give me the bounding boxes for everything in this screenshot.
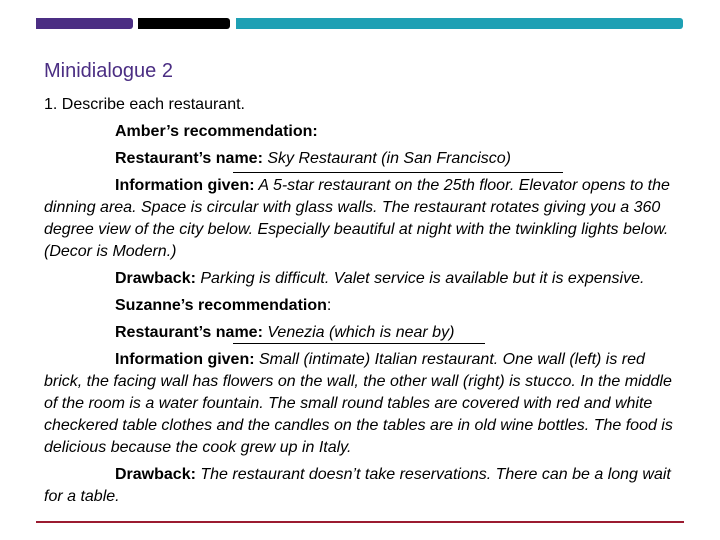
- suzanne-info-line: [44, 349, 674, 459]
- suzanne-drawback-label: Drawback:: [115, 466, 196, 483]
- suzanne-drawback-line: [44, 464, 674, 508]
- header-bar-black: [138, 18, 230, 29]
- slide-title: Minidialogue 2: [44, 60, 173, 82]
- amber-name-underline: [233, 172, 563, 173]
- amber-info-label: Information given:: [115, 177, 255, 194]
- suzanne-info-label: Information given:: [115, 351, 255, 368]
- suzanne-name-line: [44, 322, 674, 344]
- header-bar-purple: [36, 18, 133, 29]
- suzanne-name-value: Venezia (which is near by): [262, 324, 455, 341]
- amber-info-line: [44, 175, 674, 263]
- amber-info-value: A 5-star restaurant on the 25th floor. Elevator opens to the dinning area. Space is circular with glass walls. The restaurant rotates giving you a 360 degree view of the city below. Especially beautiful at night with the twinkling lights below. (Decor is Modern.): [44, 177, 670, 260]
- amber-name-label: Restaurant’s name:: [115, 150, 263, 167]
- suzanne-heading-underline: [233, 343, 485, 344]
- amber-name-line: [44, 148, 674, 170]
- suzanne-name-label: Restaurant’s name:: [115, 324, 263, 341]
- suzanne-heading-text: Suzanne’s recommendation: [115, 297, 327, 314]
- amber-drawback-line: [44, 268, 674, 290]
- question: 1. Describe each restaurant.: [44, 96, 245, 113]
- amber-heading-text: Amber’s recommendation:: [115, 123, 318, 140]
- slide-content: [44, 94, 674, 513]
- amber-name-value: Sky Restaurant (in San Francisco): [262, 150, 511, 167]
- amber-drawback-label: Drawback:: [115, 270, 196, 287]
- suzanne-drawback-value: The restaurant doesn’t take reservations. There can be a long wait for a table.: [44, 466, 671, 505]
- header-bar-teal: [236, 18, 683, 29]
- amber-drawback-value: Parking is difficult. Valet service is available but it is expensive.: [195, 270, 645, 287]
- suzanne-info-value: Small (intimate) Italian restaurant. One wall (left) is red brick, the facing wall has flowers on the wall, the other wall (right) is stucco. In the middle of the room is a water fountain. The small round tables are covered with red and white checkered table clothes and the candles on the tables are in old wine bottles. The food is delicious because the cook grew up in Italy.: [44, 351, 673, 456]
- bottom-rule: [36, 521, 684, 523]
- amber-heading: [44, 121, 674, 143]
- suzanne-heading-colon: :: [326, 297, 332, 314]
- suzanne-heading: [44, 295, 674, 317]
